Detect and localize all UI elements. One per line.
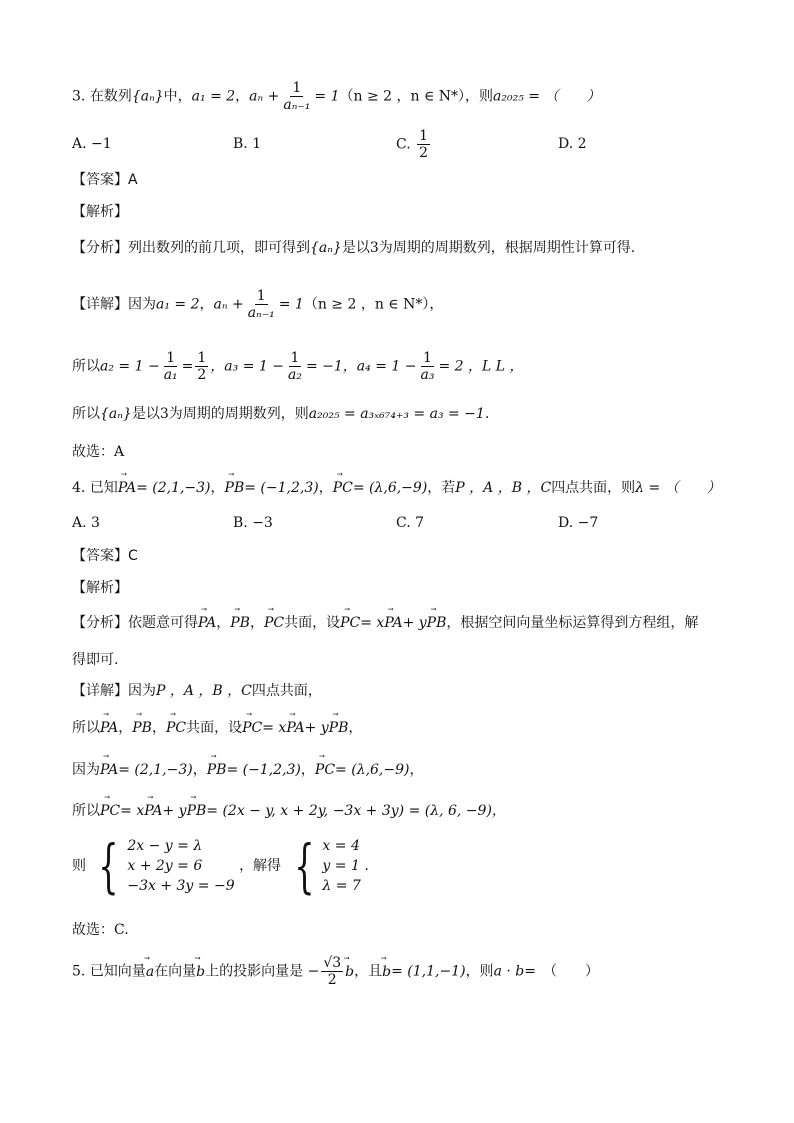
q3-answer: 【答案】A	[72, 172, 138, 188]
q4-option-d: D. −7	[558, 515, 599, 531]
equation-system: { 2x − y = λ x + 2y = 6 −3x + 3y = −9	[98, 832, 235, 900]
q3-terms: 所以a₂ = 1 − $\frac{1}{\text{a₁}}$ = $\frac{1}{2}$ ，a₃ = 1 − $\frac{1}{\text{a₂}}$ = −1，a₄ = 1 − $\frac{1}{\text{a₃}}$ = 2 ，L L ，	[72, 350, 524, 383]
q4-detail: 【详解】因为P ，A ，B ，C四点共面，	[72, 683, 322, 699]
q4-option-a: A. 3	[72, 515, 100, 531]
q3-option-a: A. −1	[72, 136, 112, 152]
q4-answer: 【答案】C	[72, 548, 138, 564]
q4-detail-line3: 因为⃗ PA= (2,1,−3)，⃗ PB= (−1,2,3)，⃗ PC= (λ,6,−9)，	[72, 760, 754, 780]
q3-conclusion: 所以{aₙ}是以3为周期的周期数列，则a₂₀₂₅ = a₃ₓ₆₇₄₊₃ = a₃ = −1.	[72, 406, 490, 422]
q3-option-d: D. 2	[558, 136, 587, 152]
q4-option-b: B. −3	[233, 515, 273, 531]
q4-choose: 故选：C.	[72, 922, 129, 938]
q4-stem: 4. 已知⃗ PA= (2,1,−3)，⃗ PB= (−1,2,3)，⃗ PC= (λ,6,−9)，若P ，A ，B ，C四点共面，则λ = （ ）	[72, 478, 754, 498]
q5-stem: 5. 已知向量⃗ a在向量⃗ b上的投影向量是 − $\frac{√3}{2}$ ⃗ b，且⃗ b= (1,1,−1)，则a · b= （ ）	[72, 955, 754, 988]
q3-fenxi: 【分析】列出数列的前几项，即可得到{aₙ}是以3为周期的周期数列，根据周期性计算可得.	[72, 240, 636, 256]
q3-detail: 【详解】因为a₁ = 2，aₙ + $\frac{1}{\text{aₙ₋₁}}$ = 1（n ≥ 2 ，n ∈ N*），	[72, 288, 444, 321]
q3-stem: 3. 在数列{aₙ}中，a₁ = 2，aₙ + $\frac{1}{\text{aₙ₋₁}}$ = 1（n ≥ 2 ，n ∈ N*），则a₂₀₂₅ = （ ）	[72, 80, 601, 113]
q4-systems: 则 { 2x − y = λ x + 2y = 6 −3x + 3y = −9 ，解得 { x = 4 y = 1 . λ = 7	[72, 832, 369, 900]
solution-system: { x = 4 y = 1 . λ = 7	[293, 832, 369, 900]
q4-fenxi-cont: 得即可.	[72, 652, 119, 668]
q4-detail-line2: 所以⃗ PA，⃗ PB，⃗ PC共面，设⃗ PC= x⃗ PA+ y⃗ PB，	[72, 718, 754, 738]
q3-choose: 故选：A	[72, 444, 125, 460]
q4-option-c: C. 7	[396, 515, 425, 531]
q3-analysis-label: 【解析】	[72, 204, 128, 220]
q3-option-b: B. 1	[233, 136, 262, 152]
q4-fenxi: 【分析】依题意可得⃗ PA，⃗ PB，⃗ PC共面，设⃗ PC= x⃗ PA+ y⃗ PB，根据空间向量坐标运算得到方程组，解	[72, 613, 754, 633]
q4-analysis-label: 【解析】	[72, 580, 128, 596]
q3-option-c: C. $\frac{1}{2}$	[396, 128, 429, 161]
q4-detail-line4: 所以⃗ PC= x⃗ PA+ y⃗ PB= (2x − y, x + 2y, −3x + 3y) = (λ, 6, −9)，	[72, 801, 754, 821]
